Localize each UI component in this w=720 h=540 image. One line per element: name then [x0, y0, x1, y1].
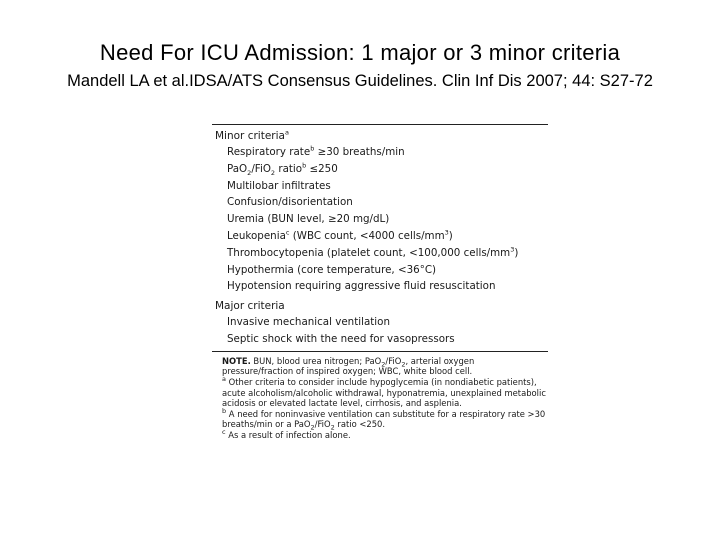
footnote-b: $^b$ A need for noninvasive ventilation can substitute for a respiratory rate >30 breaths/min or a PaO$_2$/FiO$_2$ ratio <250. — [222, 406, 546, 432]
criteria-table-figure — [212, 124, 548, 441]
criterion-leukopenia: Leukopenia$^c$ (WBC count, <4000 cells/$mm^3$) — [227, 228, 453, 242]
minor-criteria-heading: Minor criteria$^a$ — [215, 128, 289, 142]
criterion-pao2-fio2: PaO$_2$/FiO$_2$ ratio$^b$ ≤250 — [227, 161, 338, 177]
criterion-multilobar: Multilobar infiltrates — [227, 179, 331, 192]
footnote-c: $^c$ As a result of infection alone. — [222, 428, 351, 440]
footnote-a: $^a$ Other criteria to consider include hypoglycemia (in nondiabetic patients), acute alcoholism/alcoholic withdrawal, hyponatremia, unexplained metabolic acidosis or elevated lactate level, cirrhosis, and asplenia. — [222, 375, 546, 409]
criterion-septic-shock: Septic shock with the need for vasopressors — [227, 332, 455, 345]
slide-title: Need For ICU Admission: 1 major or 3 minor criteria — [99, 40, 621, 65]
criterion-hypotension: Hypotension requiring aggressive fluid resuscitation — [227, 280, 496, 293]
criterion-mechanical-ventilation: Invasive mechanical ventilation — [227, 316, 390, 329]
slide-subtitle: Mandell LA et al.IDSA/ATS Consensus Guidelines. Clin Inf Dis 2007; 44: S27-72 — [67, 72, 653, 90]
criterion-uremia: Uremia (BUN level, ≥20 mg/dL) — [227, 213, 390, 226]
criterion-respiratory-rate: Respiratory rate$^b$ ≥30 breaths/min — [227, 144, 405, 158]
criterion-confusion: Confusion/disorientation — [227, 196, 353, 209]
table-bottom-rule — [212, 351, 548, 352]
table-footnotes — [212, 356, 548, 441]
major-criteria-heading: Major criteria — [215, 300, 285, 313]
footnote-abbreviations: NOTE. BUN, blood urea nitrogen; PaO$_2$/FiO$_2$, arterial oxygen pressure/fraction of inspired oxygen; WBC, white blood cell. — [222, 355, 475, 377]
table-top-rule — [212, 124, 548, 125]
criterion-hypothermia: Hypothermia (core temperature, <36°C) — [227, 263, 437, 276]
criterion-thrombocytopenia: Thrombocytopenia (platelet count, <100,000 cells/$mm^3$) — [227, 245, 519, 259]
